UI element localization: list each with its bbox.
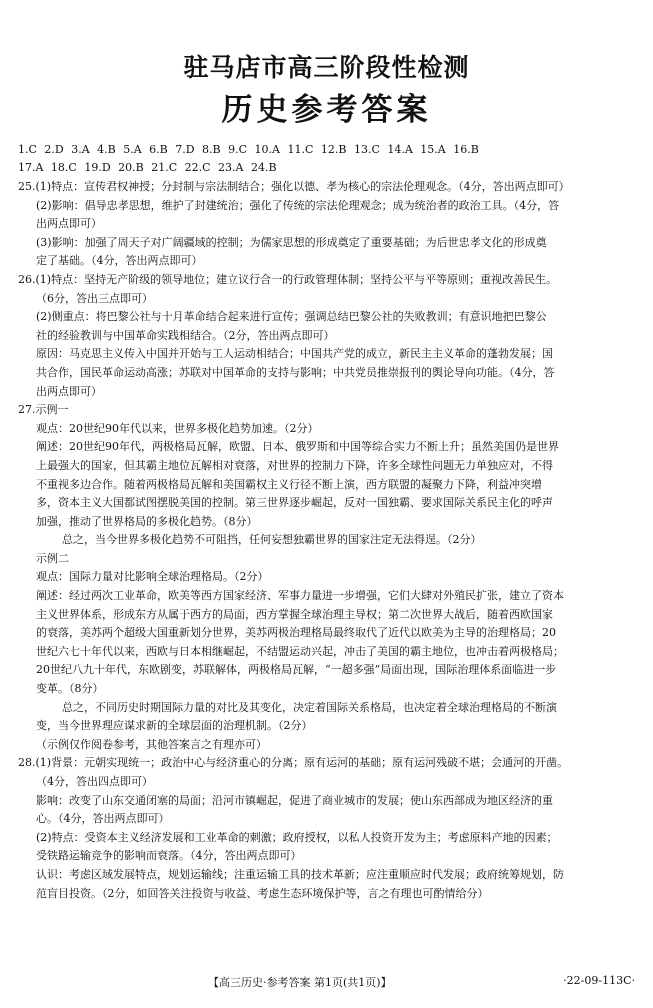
document-subtitle: 历史参考答案	[221, 92, 432, 128]
answer-line: 阐述：经过两次工业革命，欧美等西方国家经济、军事力量进一步增强，它们大肆对外殖民扩张，建立了资本	[36, 589, 564, 603]
multiple-choice-answers	[18, 141, 643, 177]
answer-line: 的衰落，美苏两个超级大国重新划分世界，美苏两极治理格局最终取代了近代以欧美为主导的治理格局；20	[36, 626, 556, 640]
answer-line: 出两点即可）	[36, 217, 102, 231]
answer-line: 不重视多边合作。随着两极格局瓦解和美国霸权主义行径不断上演，西方联盟的凝聚力下降，利益冲突增	[36, 477, 542, 491]
answer-line: （6分，答出三点即可）	[36, 291, 153, 305]
answer-line: 观点：20世纪90年代以来，世界多极化趋势加速。（2分）	[36, 421, 319, 435]
answer-line: 出两点即可）	[36, 384, 102, 398]
answers-line-1: 1.C 2.D 3.A 4.B 5.A 6.B 7.D 8.B 9.C 10.A 11.C 12.B 13.C 14.A 15.A 16.B	[18, 143, 479, 156]
answer-line: (3)影响：加强了周天子对广阔疆域的控制；为儒家思想的形成奠定了重要基础；为后世忠孝文化的形成奠	[36, 235, 547, 249]
footer-code: ·22-09-113C·	[563, 974, 635, 987]
answer-line: 认识：考虑区域发展特点，规划运输线；注重运输工具的技术革新；应注重顺应时代发展；政府统筹规划，防	[36, 867, 564, 881]
answer-line: 变，当今世界理应谋求新的全球层面的治理机制。（2分）	[36, 719, 313, 733]
answer-line: 影响：改变了山东交通闭塞的局面；沿河市镇崛起，促进了商业城市的发展；使山东西部成为地区经济的重	[36, 793, 553, 807]
answer-line: 20世纪八九十年代，东欧剧变，苏联解体，两极格局瓦解，“一超多强”局面出现，国际治理体系面临进一步	[36, 663, 557, 677]
answer-line: 世纪六七十年代以来，西欧与日本相继崛起，不结盟运动兴起，冲击了美国的霸主地位，也冲击着两极格局；	[36, 644, 564, 658]
answer-line: 多，资本主义大国都试图摆脱美国的控制。第三世界逐步崛起，反对一国独霸、要求国际关系民主化的呼声	[36, 496, 553, 510]
answer-line: 受铁路运输竞争的影响而衰落。（4分，答出两点即可）	[36, 849, 302, 863]
answer-line: 25.(1)特点：宣传君权神授；分封制与宗法制结合；强化以德、孝为核心的宗法伦理观念。（4分，答出两点即可）	[18, 180, 570, 193]
answer-body	[18, 178, 643, 903]
answer-line: 26.(1)特点：坚持无产阶级的领导地位；建立议行合一的行政管理体制；坚持公平与平等原则；重视改善民生。	[18, 272, 558, 286]
document-title: 驻马店市高三阶段性检测	[183, 53, 470, 82]
answer-line: 加强，推动了世界格局的多极化趋势。（8分）	[36, 514, 258, 528]
answer-line: 变革。（8分）	[36, 682, 104, 696]
answer-line: 上最强大的国家，但其霸主地位瓦解相对衰落，对世界的控制力下降，许多全球性问题无力单独应对，不得	[36, 458, 553, 472]
answer-line: 心。（4分，答出两点即可）	[36, 812, 170, 826]
answer-line: 总之，不同历史时期国际力量的对比及其变化，决定着国际关系格局，也决定着全球治理格局的不断演	[62, 700, 557, 714]
answer-line: （4分，答出四点即可）	[36, 775, 153, 788]
footer-page-info: 【高三历史·参考答案 第1页(共1页)】	[208, 976, 392, 989]
answer-line: 定了基础。（4分，答出两点即可）	[36, 254, 203, 268]
answer-line: 27.示例一	[18, 403, 69, 417]
answer-line: 主义世界体系，形成东方从属于西方的局面，西方掌握全球治理主导权；第二次世界大战后，随着西欧国家	[36, 607, 553, 621]
answer-line: 28.(1)背景：元朝实现统一；政治中心与经济重心的分离；原有运河的基础；原有运河残破不堪；会通河的开凿。	[18, 756, 569, 770]
answer-line: 原因：马克思主义传入中国并开始与工人运动相结合；中国共产党的成立，新民主主义革命的蓬勃发展；国	[36, 347, 553, 361]
answer-line: 阐述：20世纪90年代，两极格局瓦解，欧盟、日本、俄罗斯和中国等综合实力不断上升；虽然美国仍是世界	[36, 440, 559, 454]
answer-line: (2)特点：受资本主义经济发展和工业革命的刺激；政府授权，以私人投资开发为主；考虑原料产地的因素；	[36, 830, 558, 844]
answer-line: 共合作，国民革命运动高涨；苏联对中国革命的支持与影响；中共党员推崇报刊的舆论导向功能。（4分，答	[36, 365, 555, 379]
answer-line: 观点：国际力量对比影响全球治理格局。（2分）	[36, 570, 269, 584]
answer-line: 范盲目投资。（2分，如回答关注投资与收益、考虑生态环境保护等，言之有理也可酌情给分）	[36, 886, 489, 900]
answer-line: 示例二	[36, 551, 69, 565]
answer-line: 总之，当今世界多极化趋势不可阻挡，任何妄想独霸世界的国家注定无法得逞。（2分）	[62, 533, 482, 547]
answer-line: (2)影响：倡导忠孝思想，维护了封建统治；强化了传统的宗法伦理观念；成为统治者的政治工具。（4分，答	[36, 198, 560, 212]
answer-line: 社的经验教训与中国革命实践相结合。（2分，答出两点即可）	[36, 328, 335, 342]
answer-line: （示例仅作阅卷参考，其他答案言之有理亦可）	[36, 737, 267, 751]
answers-line-2: 17.A 18.C 19.D 20.B 21.C 22.C 23.A 24.B	[18, 161, 277, 174]
answer-line: (2)侧重点：将巴黎公社与十月革命结合起来进行宣传；强调总结巴黎公社的失败教训；有意识地把巴黎公	[36, 310, 547, 324]
